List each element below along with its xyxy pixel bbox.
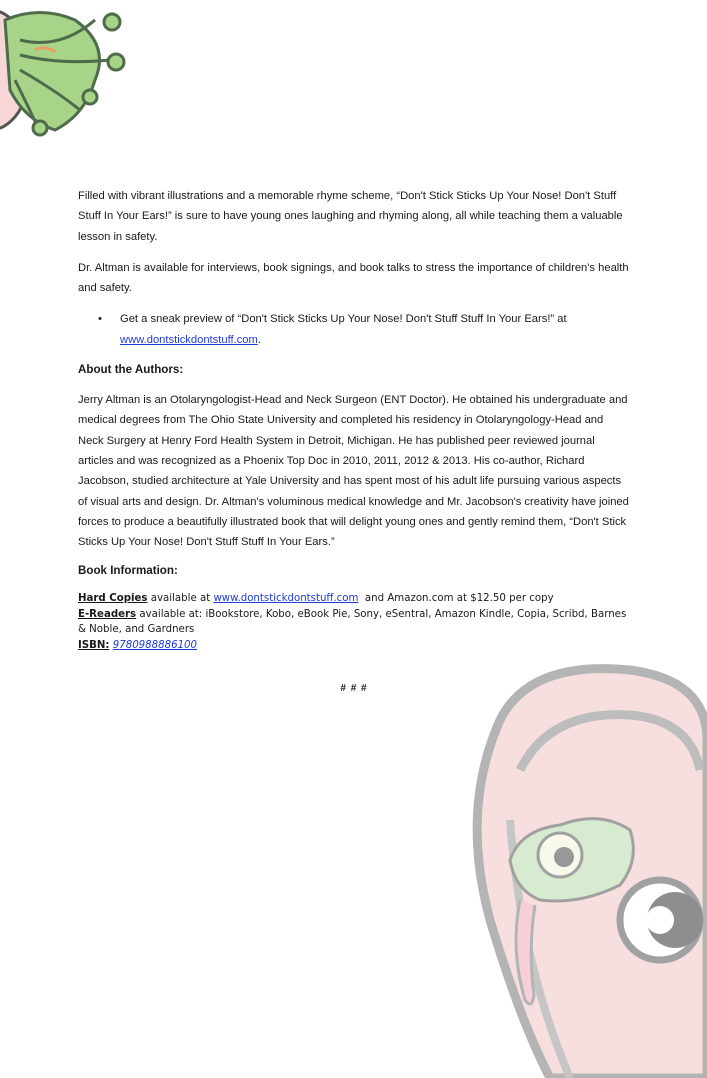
- authors-bio: Jerry Altman is an Otolaryngologist-Head and Neck Surgeon (ENT Doctor). He obtained his undergraduate and medical degrees from The Ohio State University and completed his residency in Otolaryngology-Head and Neck Surgery at Henry Ford Health System in Detroit, Michigan. He has published peer reviewed journal articles and was recognized as a Phoenix Top Doc in 2010, 2011, 2012 & 2013. His co-author, Richard Jacobson, studied architecture at Yale University and has spent most of his adult life pursuing various aspects of visual arts and design. Dr. Altman's voluminous medical knowledge and Mr. Jacobson's creativity have joined forces to produce a beautifully illustrated book that will delight young ones and gently remind them, “Don't Stick Sticks Up Your Nose! Don't Stuff Stuff In Your Ears.”: [78, 394, 629, 549]
- ereaders-text: available at: iBookstore, Kobo, eBook Pie, Sony, eSentral, Amazon Kindle, Copia, Scribd, Barnes & Noble, and Gardners: [78, 608, 627, 636]
- document-body: [78, 186, 630, 694]
- bullet-dot: •: [98, 313, 102, 326]
- ear-frog-illustration: [460, 660, 707, 1078]
- isbn-link[interactable]: 9780988886100: [112, 639, 198, 651]
- isbn-line: [78, 638, 630, 654]
- hard-copies-line: [78, 591, 630, 607]
- frog-foot-illustration: [0, 0, 140, 140]
- hard-copies-label: Hard Copies: [78, 593, 148, 605]
- book-info-list: [78, 591, 630, 653]
- hard-copies-post: and Amazon.com at $12.50 per copy: [358, 593, 554, 605]
- book-info-heading: Book Information:: [78, 564, 178, 578]
- hard-copies-link[interactable]: www.dontstickdontstuff.com: [213, 593, 359, 605]
- availability-paragraph: Dr. Altman is available for interviews, book signings, and book talks to stress the importance of children's health and safety.: [78, 261, 629, 295]
- end-mark: # # #: [340, 683, 368, 695]
- website-link[interactable]: www.dontstickdontstuff.com: [120, 333, 258, 346]
- isbn-label: ISBN:: [78, 639, 110, 651]
- bullet-suffix: .: [257, 333, 261, 346]
- ereaders-line: [78, 607, 630, 638]
- bullet-text: Get a sneak preview of “Don't Stick Sticks Up Your Nose! Don't Stuff Stuff In Your Ears!” at: [120, 313, 567, 326]
- about-authors-heading: About the Authors:: [78, 363, 184, 377]
- preview-bullet: [78, 309, 630, 350]
- hard-copies-pre: available at: [147, 593, 214, 605]
- intro-paragraph: Filled with vibrant illustrations and a memorable rhyme scheme, “Don't Stick Sticks Up Your Nose! Don't Stuff Stuff In Your Ears!” is sure to have young ones laughing and rhyming along, all while teaching them a valuable lesson in safety.: [78, 190, 623, 243]
- ereaders-label: E-Readers: [78, 608, 137, 620]
